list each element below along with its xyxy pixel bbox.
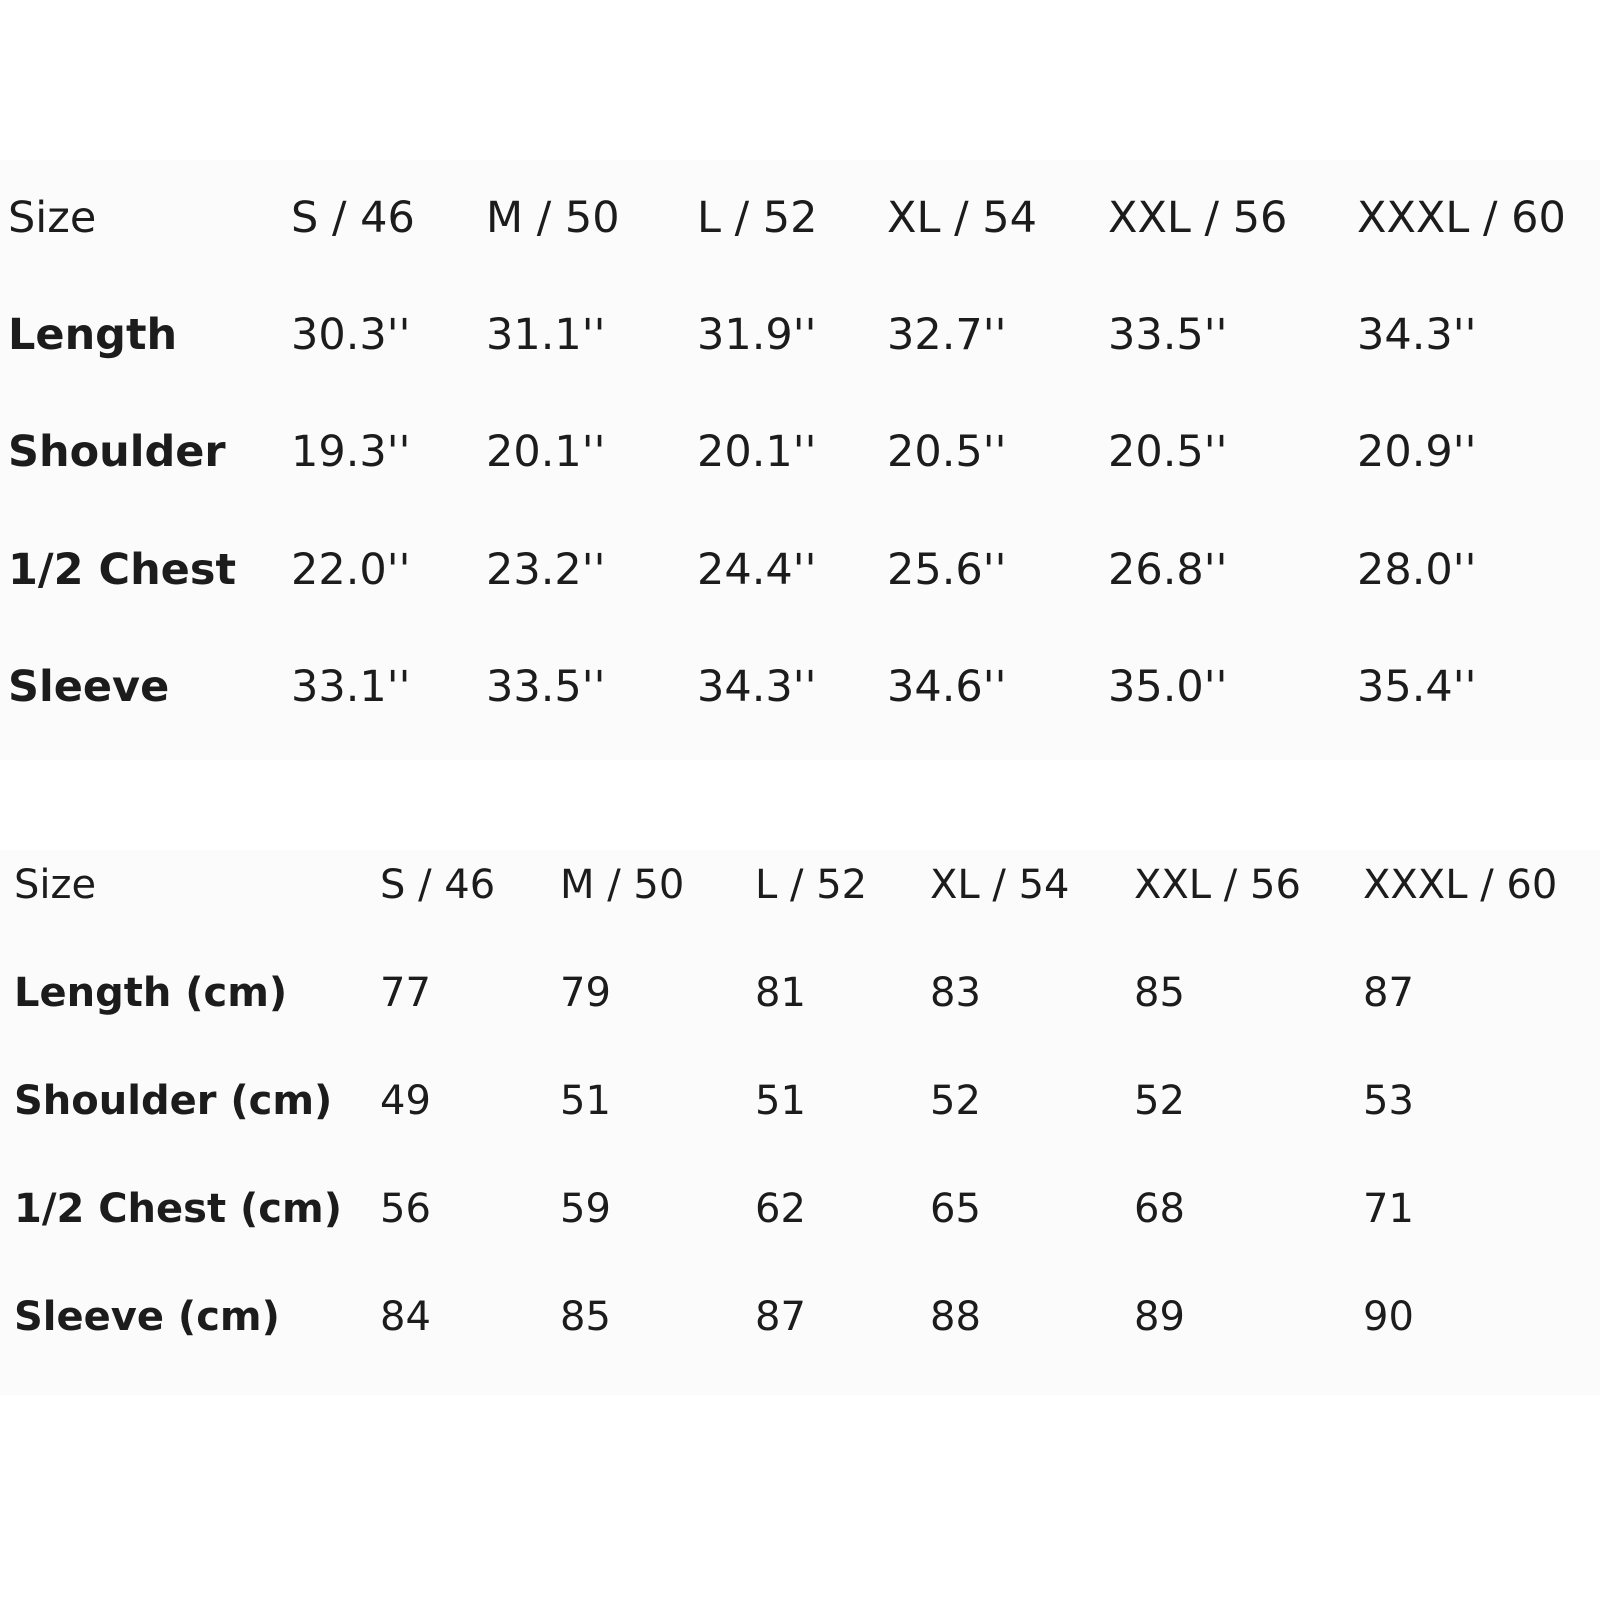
cell-value: 34.6'': [887, 662, 1007, 712]
cell-value: 24.4'': [697, 545, 817, 595]
cell-value: 49: [380, 1078, 431, 1124]
cell-value: 68: [1134, 1186, 1185, 1232]
header-size-l: L / 52: [755, 862, 868, 908]
cell-value: 52: [930, 1078, 981, 1124]
table-row-sleeve-cm: [0, 1287, 1600, 1347]
cell-value: 20.1'': [486, 427, 606, 477]
cell-value: 35.4'': [1357, 662, 1477, 712]
cell-value: 23.2'': [486, 545, 606, 595]
cell-value: 90: [1363, 1294, 1414, 1340]
row-label: Sleeve (cm): [14, 1294, 280, 1340]
row-label: Length: [8, 310, 178, 360]
cell-value: 71: [1363, 1186, 1414, 1232]
cell-value: 25.6'': [887, 545, 1007, 595]
cell-value: 85: [560, 1294, 611, 1340]
cell-value: 85: [1134, 970, 1185, 1016]
header-size-m: M / 50: [486, 193, 620, 243]
row-label: Length (cm): [14, 970, 288, 1016]
header-row: [0, 855, 1600, 915]
header-size-label: Size: [14, 862, 97, 908]
row-label: Sleeve: [8, 662, 170, 712]
header-size-s: S / 46: [380, 862, 496, 908]
header-size-xxxl: XXXL / 60: [1363, 862, 1558, 908]
cell-value: 52: [1134, 1078, 1185, 1124]
cell-value: 26.8'': [1108, 545, 1228, 595]
table-row-length-cm: [0, 963, 1600, 1023]
header-size-label: Size: [8, 193, 97, 243]
cell-value: 51: [755, 1078, 806, 1124]
size-chart-cm: [0, 850, 1600, 1395]
cell-value: 31.1'': [486, 310, 606, 360]
cell-value: 19.3'': [291, 427, 411, 477]
cell-value: 20.5'': [887, 427, 1007, 477]
table-row-sleeve: [0, 657, 1600, 717]
table-row-shoulder-cm: [0, 1071, 1600, 1131]
cell-value: 87: [1363, 970, 1414, 1016]
cell-value: 83: [930, 970, 981, 1016]
cell-value: 53: [1363, 1078, 1414, 1124]
table-row-length: [0, 305, 1600, 365]
row-label: Shoulder (cm): [14, 1078, 333, 1124]
cell-value: 28.0'': [1357, 545, 1477, 595]
row-label: 1/2 Chest (cm): [14, 1186, 342, 1232]
cell-value: 34.3'': [697, 662, 817, 712]
cell-value: 22.0'': [291, 545, 411, 595]
cell-value: 35.0'': [1108, 662, 1228, 712]
cell-value: 59: [560, 1186, 611, 1232]
table-row-half-chest-cm: [0, 1179, 1600, 1239]
header-size-xl: XL / 54: [930, 862, 1070, 908]
table-row-half-chest: [0, 540, 1600, 600]
cell-value: 89: [1134, 1294, 1185, 1340]
cell-value: 87: [755, 1294, 806, 1340]
cell-value: 33.5'': [1108, 310, 1228, 360]
header-size-l: L / 52: [697, 193, 818, 243]
cell-value: 31.9'': [697, 310, 817, 360]
cell-value: 81: [755, 970, 806, 1016]
cell-value: 84: [380, 1294, 431, 1340]
header-row: [0, 188, 1600, 248]
header-size-xxl: XXL / 56: [1134, 862, 1301, 908]
cell-value: 79: [560, 970, 611, 1016]
header-size-xxxl: XXXL / 60: [1357, 193, 1566, 243]
cell-value: 88: [930, 1294, 981, 1340]
cell-value: 32.7'': [887, 310, 1007, 360]
header-size-xl: XL / 54: [887, 193, 1037, 243]
header-size-m: M / 50: [560, 862, 685, 908]
cell-value: 77: [380, 970, 431, 1016]
cell-value: 51: [560, 1078, 611, 1124]
cell-value: 20.1'': [697, 427, 817, 477]
cell-value: 65: [930, 1186, 981, 1232]
cell-value: 20.9'': [1357, 427, 1477, 477]
header-size-xxl: XXL / 56: [1108, 193, 1288, 243]
size-chart-inches: [0, 160, 1600, 760]
row-label: 1/2 Chest: [8, 545, 236, 595]
cell-value: 30.3'': [291, 310, 411, 360]
cell-value: 33.1'': [291, 662, 411, 712]
cell-value: 34.3'': [1357, 310, 1477, 360]
cell-value: 33.5'': [486, 662, 606, 712]
row-label: Shoulder: [8, 427, 226, 477]
table-row-shoulder: [0, 422, 1600, 482]
cell-value: 56: [380, 1186, 431, 1232]
cell-value: 20.5'': [1108, 427, 1228, 477]
cell-value: 62: [755, 1186, 806, 1232]
header-size-s: S / 46: [291, 193, 415, 243]
